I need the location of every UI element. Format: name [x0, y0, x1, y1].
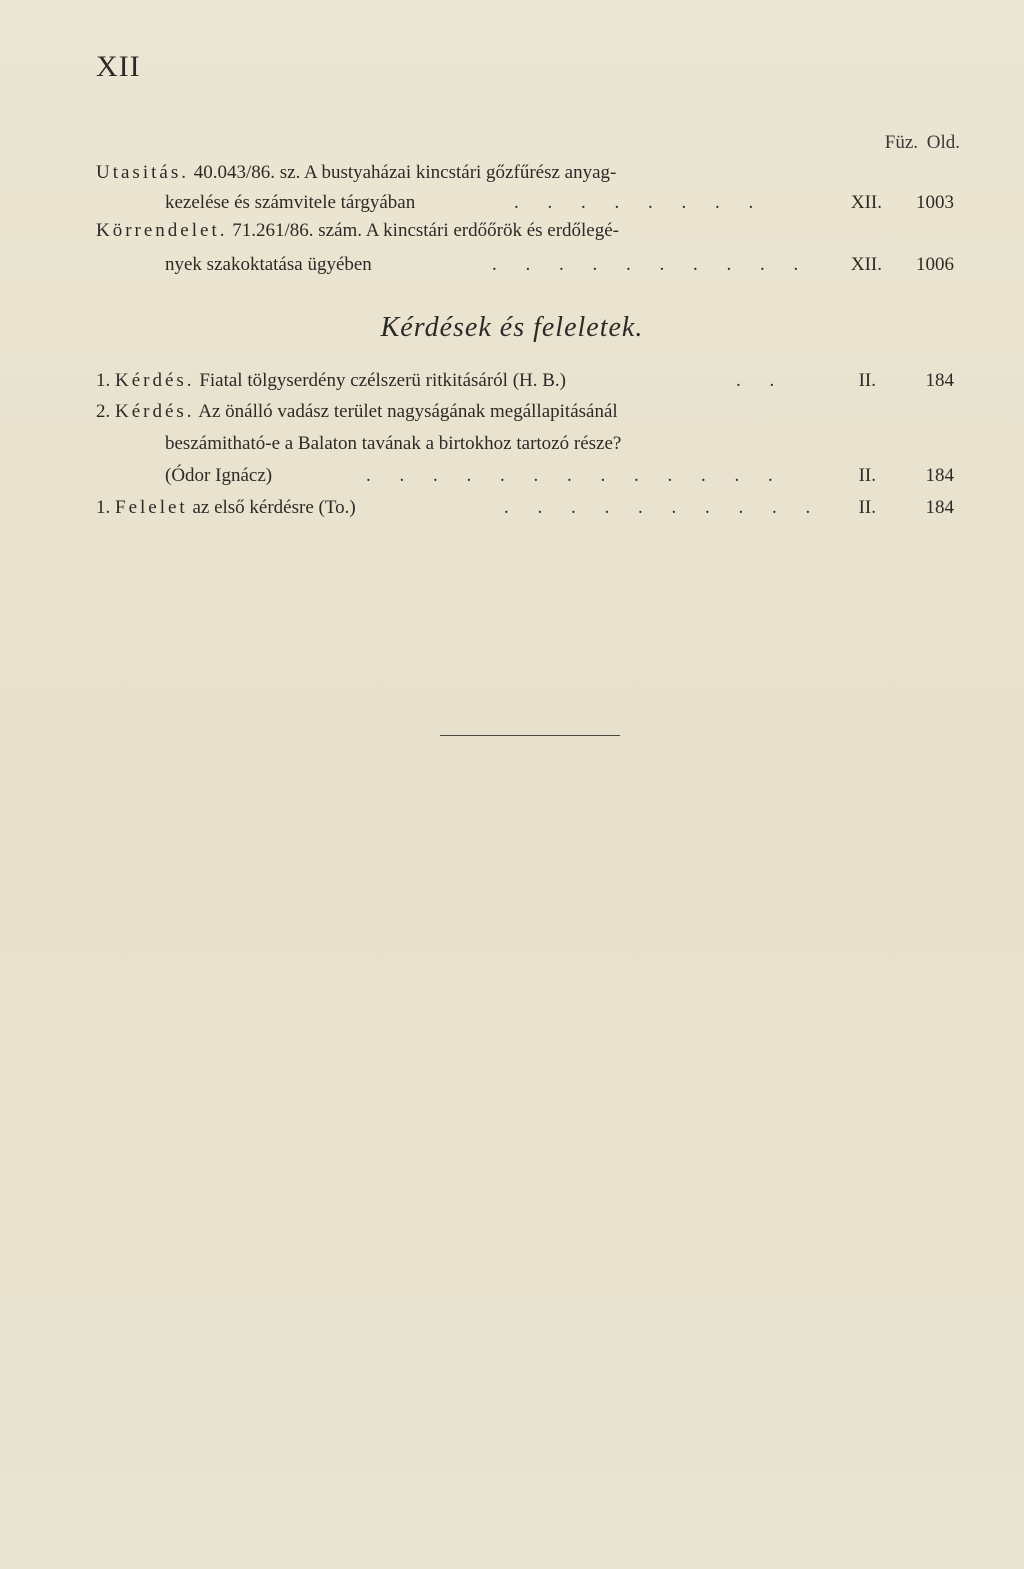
entry-line [96, 158, 968, 188]
entry-text: (Ódor Ignácz) [165, 465, 273, 486]
entry-text: Fiatal tölgyserdény czélszerü ritkitásáról (H. B.) [194, 370, 566, 391]
entry-line [96, 216, 968, 246]
entry-text: nyek szakoktatása ügyében [165, 254, 372, 275]
entry-line [96, 250, 968, 280]
entry-text: Az önálló vadász terület nagyságának megállapitásánál [194, 401, 618, 422]
entry-lead: Kérdés. [115, 370, 195, 391]
volume-number: XII. [850, 254, 882, 275]
leader-dots: . . . . . . . . . . . . . [366, 465, 785, 486]
entry-line [96, 188, 968, 218]
page-number: XII [96, 50, 141, 83]
section-title: Kérdések és feleletek. [380, 312, 644, 343]
volume-number: II. [858, 370, 876, 391]
entry-text: az első kérdésre (To.) [187, 497, 356, 518]
entry-text: 71.261/86. szám. A kincstári erdőőrök és erdőlegé- [227, 220, 619, 241]
entry-lead: Utasitás. [96, 162, 189, 183]
entry-text: beszámitható-e a Balaton tavának a birtokhoz tartozó része? [165, 433, 622, 454]
entry-number: 1. [96, 370, 111, 391]
closing-rule [440, 735, 620, 736]
entry-line [96, 493, 968, 523]
entry-line [96, 397, 968, 427]
volume-number: XII. [850, 192, 882, 213]
leader-dots: . . . . . . . . . . [504, 497, 823, 518]
column-heading: Füz. Old. [884, 132, 960, 153]
entry-line [96, 429, 968, 459]
entry-text: 40.043/86. sz. A bustyaházai kincstári gőzfűrész anyag- [188, 162, 617, 183]
volume-number: II. [858, 465, 876, 486]
entry-number: 1. [96, 497, 111, 518]
entry-line [96, 366, 968, 396]
entry-lead: Felelet [115, 497, 188, 518]
leader-dots: . . [736, 370, 787, 391]
page-reference: 184 [925, 465, 954, 486]
page-reference: 184 [925, 497, 954, 518]
entry-line [96, 461, 968, 491]
entry-lead: Körrendelet. [96, 220, 228, 241]
entry-text: kezelése és számvitele tárgyában [165, 192, 416, 213]
entry-number: 2. [96, 401, 111, 422]
page-reference: 1003 [916, 192, 954, 213]
page-reference: 184 [925, 370, 954, 391]
leader-dots: . . . . . . . . . . [492, 254, 811, 275]
leader-dots: . . . . . . . . [514, 192, 766, 213]
volume-number: II. [858, 497, 876, 518]
page-reference: 1006 [916, 254, 954, 275]
entry-lead: Kérdés. [115, 401, 195, 422]
